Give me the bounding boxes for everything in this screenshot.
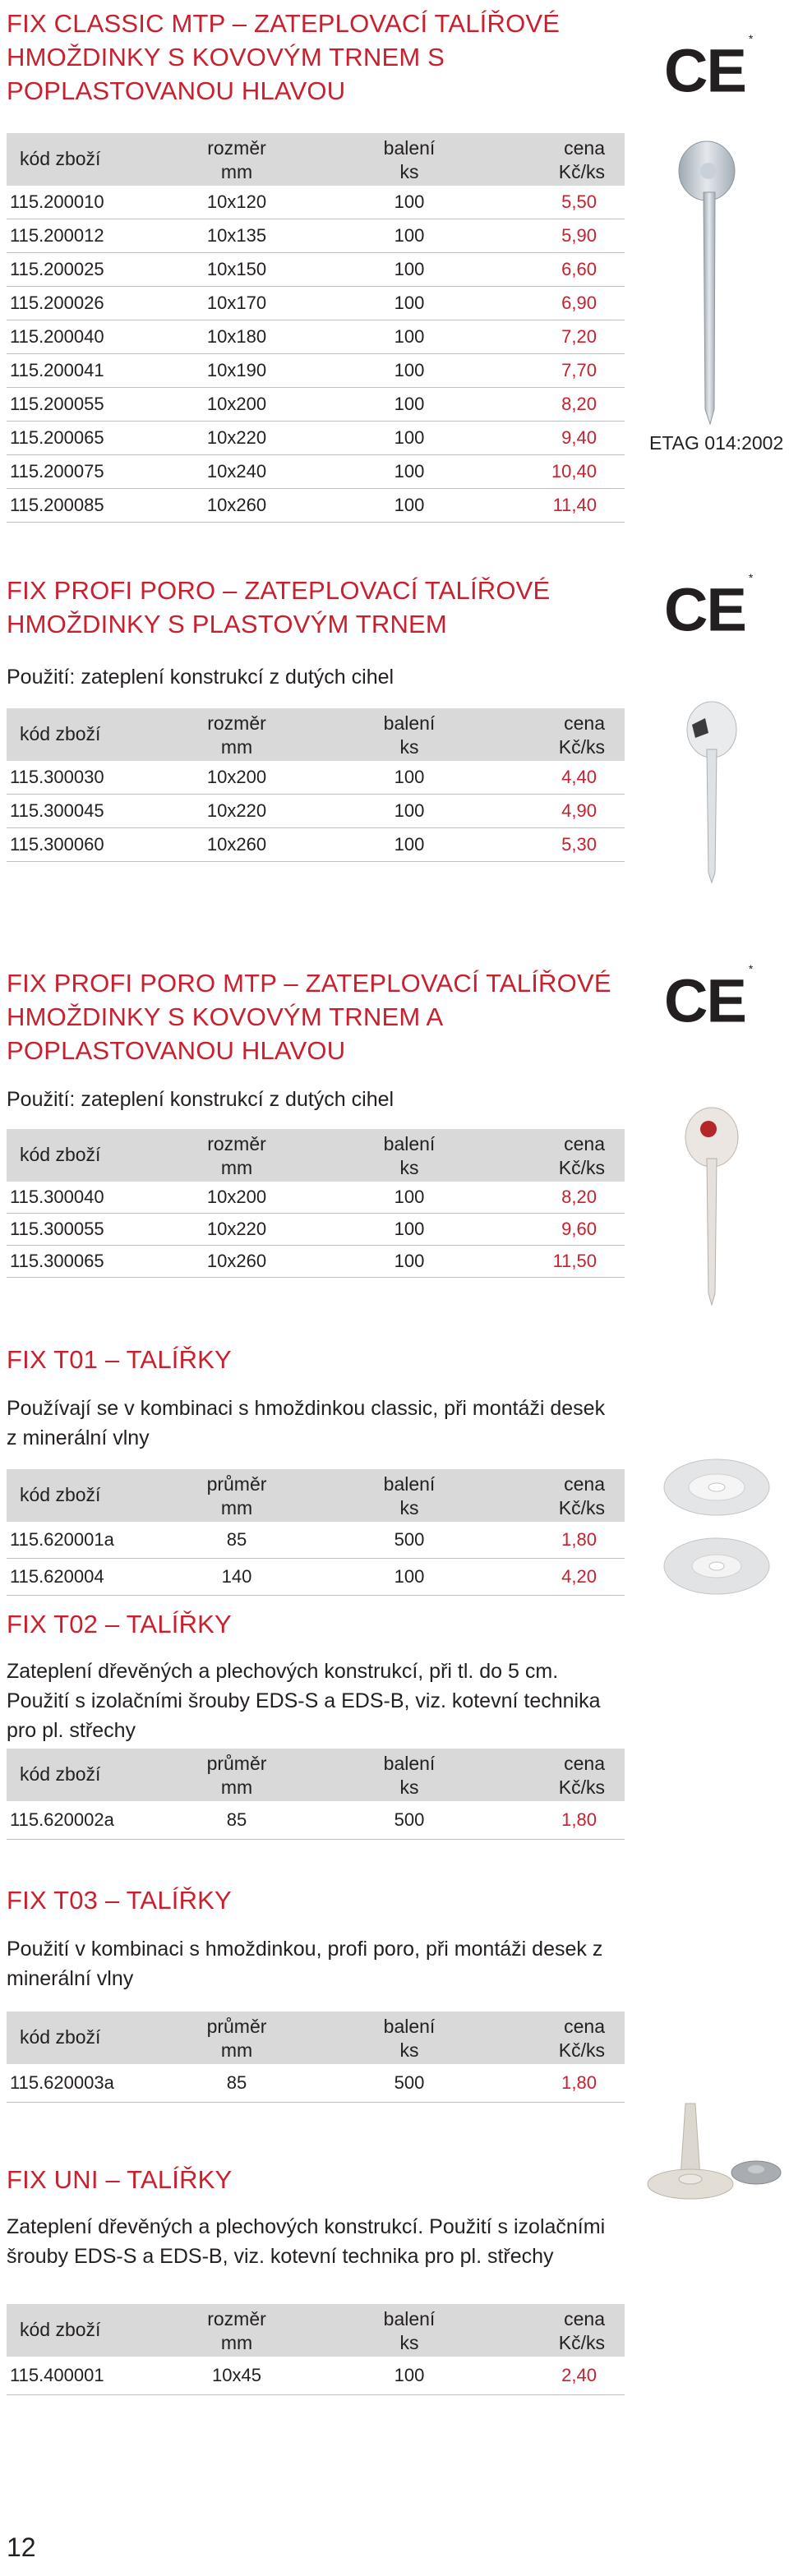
cell-price: 5,90 xyxy=(561,225,597,246)
cell-code: 115.400001 xyxy=(10,2365,104,2385)
cell-size: 10x150 xyxy=(206,259,267,279)
cell-pack: 100 xyxy=(394,293,425,313)
cell-code: 115.300045 xyxy=(10,800,104,821)
table-row xyxy=(7,795,625,828)
cell-pack: 100 xyxy=(394,225,425,246)
cell-price: 4,20 xyxy=(561,1566,597,1587)
cell-pack: 500 xyxy=(394,1809,425,1830)
header-code: kód zboží xyxy=(20,2319,101,2340)
anchor-classic-mtp-image xyxy=(667,138,766,434)
table-row xyxy=(7,186,625,219)
table-rows xyxy=(7,2357,625,2395)
cell-code: 115.200040 xyxy=(10,326,104,347)
cell-price: 7,20 xyxy=(561,326,597,347)
cell-price: 5,30 xyxy=(561,834,597,855)
header-price: cena Kč/ks xyxy=(558,2308,605,2353)
cell-code: 115.200026 xyxy=(10,293,104,313)
ce-mark-3: CE * xyxy=(664,962,752,1035)
header-pack: balení ks xyxy=(383,1473,436,1518)
cell-code: 115.300065 xyxy=(10,1251,104,1271)
table-rows xyxy=(7,186,625,523)
cell-size: 10x240 xyxy=(206,461,267,482)
cell-size: 10x220 xyxy=(206,800,267,821)
header-code: kód zboží xyxy=(20,148,101,169)
washer-uni-image xyxy=(641,2087,789,2235)
page-number: 12 xyxy=(7,2532,36,2562)
cell-size: 10x200 xyxy=(206,394,267,414)
cell-size: 10x45 xyxy=(212,2365,261,2385)
cell-price: 6,90 xyxy=(561,293,597,313)
header-price: cena Kč/ks xyxy=(558,137,605,182)
etag-label: ETAG 014:2002 xyxy=(649,432,784,454)
product-table-t01 xyxy=(7,1469,625,1596)
cell-size: 10x200 xyxy=(206,767,267,787)
cell-pack: 100 xyxy=(394,1187,425,1207)
cell-code: 115.200055 xyxy=(10,394,104,414)
cell-pack: 100 xyxy=(394,834,425,855)
product-table-t03 xyxy=(7,2011,625,2103)
table-header xyxy=(7,2011,625,2064)
header-code: kód zboží xyxy=(20,1144,101,1165)
header-pack: balení ks xyxy=(383,2016,436,2061)
cell-code: 115.200025 xyxy=(10,259,104,279)
table-row xyxy=(7,1522,625,1559)
table-row xyxy=(7,287,625,320)
header-pack: balení ks xyxy=(383,1753,436,1798)
cell-size: 10x135 xyxy=(206,225,267,246)
cell-price: 2,40 xyxy=(561,2365,597,2385)
ce-mark-1: CE * xyxy=(664,32,752,105)
header-diameter: průměr mm xyxy=(206,1753,267,1798)
cell-size: 10x120 xyxy=(206,191,267,212)
cell-pack: 100 xyxy=(394,394,425,414)
table-header xyxy=(7,708,625,761)
cell-code: 115.620001a xyxy=(10,1529,114,1550)
product-table-profi-poro xyxy=(7,708,625,862)
table-row xyxy=(7,354,625,388)
cell-code: 115.300030 xyxy=(10,767,104,787)
table-rows xyxy=(7,1182,625,1278)
table-header xyxy=(7,2304,625,2357)
header-price: cena Kč/ks xyxy=(558,1133,605,1178)
section-title-classic-mtp: FIX CLASSIC MTP – ZATEPLOVACÍ TALÍŘOVÉ HMOŽDINKY S KOVOVÝM TRNEM S POPLASTOVANOU HLAVOU xyxy=(7,9,561,105)
cell-pack: 100 xyxy=(394,767,425,787)
table-row xyxy=(7,1246,625,1278)
cell-price: 4,90 xyxy=(561,800,597,821)
cell-pack: 100 xyxy=(394,259,425,279)
header-size: rozměr mm xyxy=(207,712,266,758)
cell-size: 85 xyxy=(226,1529,247,1550)
header-diameter: průměr mm xyxy=(206,2016,267,2061)
cell-code: 115.620003a xyxy=(10,2072,114,2093)
section-usage-profi-poro-mtp: Použití: zateplení konstrukcí z dutých cihel xyxy=(7,1088,394,1111)
table-header xyxy=(7,1469,625,1522)
header-pack: balení ks xyxy=(383,2308,436,2353)
section-usage-uni: Zateplení dřevěných a plechových konstrukcí. Použití s izolačními šrouby EDS-S a EDS-B, viz. kotevní technika pro pl. střechy xyxy=(7,2215,606,2268)
cell-pack: 500 xyxy=(394,2072,425,2093)
cell-pack: 100 xyxy=(394,800,425,821)
table-row xyxy=(7,1214,625,1246)
section-usage-t01: Používají se v kombinaci s hmoždinkou classic, při montáži desek z minerální vlny xyxy=(7,1397,606,1449)
cell-price: 5,50 xyxy=(561,191,597,212)
product-table-classic-mtp xyxy=(7,133,625,523)
header-pack: balení ks xyxy=(383,1133,436,1178)
table-row xyxy=(7,2357,625,2395)
header-code: kód zboží xyxy=(20,723,101,744)
cell-price: 10,40 xyxy=(551,461,597,482)
header-code: kód zboží xyxy=(20,1484,101,1505)
cell-price: 6,60 xyxy=(561,259,597,279)
anchor-profi-poro-image xyxy=(658,700,764,889)
table-row xyxy=(7,455,625,489)
cell-price: 8,20 xyxy=(561,394,597,414)
cell-size: 10x200 xyxy=(206,1187,267,1207)
table-header xyxy=(7,1749,625,1801)
table-row xyxy=(7,1182,625,1214)
table-row xyxy=(7,422,625,455)
header-size: rozměr mm xyxy=(207,137,266,182)
header-pack: balení ks xyxy=(383,137,436,182)
washer-t01-image xyxy=(658,1454,781,1602)
section-usage-t02: Zateplení dřevěných a plechových konstrukcí, při tl. do 5 cm. Použití s izolačními šrouby EDS-S a EDS-B, viz. kotevní technika pro pl. střechy xyxy=(7,1660,601,1742)
cell-code: 115.200012 xyxy=(10,225,104,246)
cell-code: 115.200010 xyxy=(10,191,104,212)
table-row xyxy=(7,388,625,422)
section-usage-t03: Použití v kombinaci s hmoždinkou, profi poro, při montáži desek z minerální vlny xyxy=(7,1938,603,1990)
cell-code: 115.200041 xyxy=(10,360,104,380)
table-row xyxy=(7,219,625,253)
header-price: cena Kč/ks xyxy=(558,2016,605,2061)
cell-pack: 100 xyxy=(394,1566,425,1587)
table-row xyxy=(7,828,625,862)
cell-code: 115.300040 xyxy=(10,1187,104,1207)
cell-size: 10x260 xyxy=(206,495,267,515)
cell-pack: 100 xyxy=(394,461,425,482)
table-row xyxy=(7,2064,625,2103)
table-rows xyxy=(7,1801,625,1840)
cell-pack: 100 xyxy=(394,1219,425,1239)
cell-code: 115.200075 xyxy=(10,461,104,482)
cell-size: 10x170 xyxy=(206,293,267,313)
header-code: kód zboží xyxy=(20,2026,101,2048)
section-title-profi-poro: FIX PROFI PORO – ZATEPLOVACÍ TALÍŘOVÉ HMOŽDINKY S PLASTOVÝM TRNEM xyxy=(7,576,551,638)
table-rows xyxy=(7,1522,625,1596)
header-diameter: průměr mm xyxy=(206,1473,267,1518)
cell-pack: 100 xyxy=(394,427,425,448)
cell-price: 1,80 xyxy=(561,1809,597,1830)
header-size: rozměr mm xyxy=(207,2308,266,2353)
cell-code: 115.300055 xyxy=(10,1219,104,1239)
cell-size: 10x220 xyxy=(206,427,267,448)
table-rows xyxy=(7,761,625,862)
table-row xyxy=(7,1559,625,1596)
section-title-profi-poro-mtp: FIX PROFI PORO MTP – ZATEPLOVACÍ TALÍŘOVÉ HMOŽDINKY S KOVOVÝM TRNEM A POPLASTOVANOU HLAVOU xyxy=(7,969,611,1065)
cell-pack: 500 xyxy=(394,1529,425,1550)
cell-size: 10x190 xyxy=(206,360,267,380)
section-title-t02: FIX T02 – TALÍŘKY xyxy=(7,1610,232,1638)
cell-code: 115.200065 xyxy=(10,427,104,448)
cell-price: 9,60 xyxy=(561,1219,597,1239)
cell-pack: 100 xyxy=(394,495,425,515)
cell-size: 10x180 xyxy=(206,326,267,347)
header-size: rozměr mm xyxy=(207,1133,266,1178)
section-usage-profi-poro: Použití: zateplení konstrukcí z dutých cihel xyxy=(7,666,394,689)
table-row xyxy=(7,320,625,354)
product-table-profi-poro-mtp xyxy=(7,1129,625,1278)
header-price: cena Kč/ks xyxy=(558,1753,605,1798)
cell-price: 1,80 xyxy=(561,2072,597,2093)
cell-size: 85 xyxy=(226,1809,247,1830)
cell-size: 10x260 xyxy=(206,1251,267,1271)
cell-size: 85 xyxy=(226,2072,247,2093)
cell-code: 115.200085 xyxy=(10,495,104,515)
table-row xyxy=(7,1801,625,1840)
section-title-t01: FIX T01 – TALÍŘKY xyxy=(7,1345,232,1374)
cell-pack: 100 xyxy=(394,1251,425,1271)
anchor-profi-poro-mtp-image xyxy=(658,1104,764,1310)
cell-price: 11,40 xyxy=(552,495,597,515)
header-pack: balení ks xyxy=(383,712,436,758)
cell-price: 11,50 xyxy=(552,1251,597,1271)
header-price: cena Kč/ks xyxy=(558,1473,605,1518)
cell-price: 9,40 xyxy=(561,427,597,448)
cell-size: 10x260 xyxy=(206,834,267,855)
table-header xyxy=(7,133,625,186)
header-code: kód zboží xyxy=(20,1763,101,1785)
table-header xyxy=(7,1129,625,1182)
product-table-t02 xyxy=(7,1749,625,1840)
cell-pack: 100 xyxy=(394,191,425,212)
header-price: cena Kč/ks xyxy=(558,712,605,758)
cell-price: 4,40 xyxy=(561,767,597,787)
cell-price: 8,20 xyxy=(561,1187,597,1207)
table-row xyxy=(7,253,625,287)
cell-code: 115.620002a xyxy=(10,1809,114,1830)
cell-pack: 100 xyxy=(394,360,425,380)
cell-pack: 100 xyxy=(394,2365,425,2385)
product-table-uni xyxy=(7,2304,625,2395)
cell-pack: 100 xyxy=(394,326,425,347)
table-rows xyxy=(7,2064,625,2103)
cell-price: 7,70 xyxy=(561,360,597,380)
table-row xyxy=(7,761,625,795)
cell-code: 115.620004 xyxy=(10,1566,104,1587)
ce-mark-2: CE * xyxy=(664,571,752,644)
cell-size: 140 xyxy=(221,1566,252,1587)
cell-code: 115.300060 xyxy=(10,834,104,855)
cell-price: 1,80 xyxy=(561,1529,597,1550)
cell-size: 10x220 xyxy=(206,1219,267,1239)
section-title-t03: FIX T03 – TALÍŘKY xyxy=(7,1886,232,1915)
table-row xyxy=(7,489,625,523)
section-title-uni: FIX UNI – TALÍŘKY xyxy=(7,2165,233,2194)
